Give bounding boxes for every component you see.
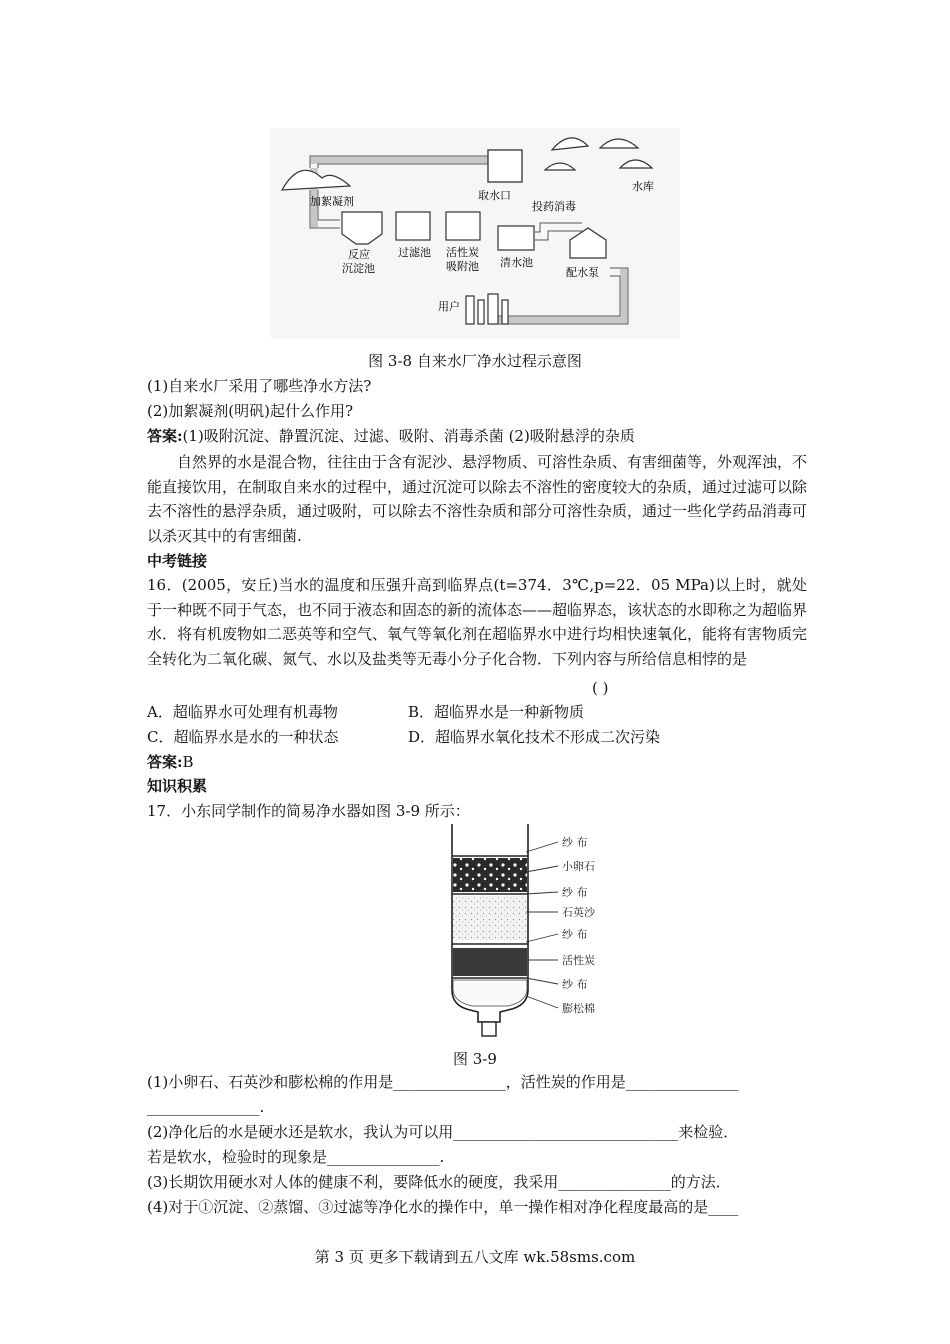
outlet-nozzle (482, 1022, 496, 1036)
cotton-layer (453, 980, 527, 1006)
page-footer: 第 3 页 更多下载请到五八文库 wk.58sms.com (314, 1248, 636, 1266)
answer-label: 答案: (147, 753, 183, 771)
user-building-1 (466, 296, 474, 324)
filter-label-7: 纱 布 (562, 978, 588, 991)
carbon-tank-label-2: 吸附池 (446, 260, 479, 273)
answer-text: (1)吸附沉淀、静置沉淀、过滤、吸附、消毒杀菌 (2)吸附悬浮的杂质 (182, 427, 635, 445)
section-heading-knowledge: 知识积累 (147, 777, 208, 795)
pebble-layer (453, 858, 527, 892)
figure-3-9-caption: 图 3-9 (453, 1050, 497, 1068)
q16-answer (147, 752, 194, 772)
filter-label-1: 纱 布 (562, 836, 588, 849)
q17-part2-line2: 若是软水，检验时的现象是_______________. (147, 1148, 445, 1166)
carbon-tank-label-1: 活性炭 (446, 246, 479, 259)
section-heading-exam: 中考链接 (147, 552, 208, 570)
filter-label-4: 石英沙 (562, 906, 595, 919)
q17-part1-line2: _______________. (147, 1098, 265, 1116)
coagulant-label: 加絮凝剂 (310, 195, 354, 208)
water-filter-diagram (440, 822, 620, 1044)
user-label: 用户 (438, 300, 460, 313)
filter-label-3: 纱 布 (562, 886, 588, 899)
q15-explanation: 自然界的水是混合物，往往由于含有泥沙、悬浮物质、可溶性杂质、有害细菌等，外观浑浊，不能直接饮用，在制取自来水的过程中，通过沉淀可以除去不溶性的密度较大的杂质，通过过滤可以除去不溶性的悬浮杂质，通过吸附，可以除去不溶性杂质和部分可溶性杂质，通过一些化学药品消毒可以杀灭其中的有害细菌. (147, 453, 808, 545)
user-building-2 (478, 300, 484, 324)
answer-text: B (182, 753, 194, 771)
q16-option-a: A．超临界水可处理有机毒物 (147, 703, 338, 721)
water-plant-diagram (270, 128, 680, 338)
carbon-layer (453, 948, 527, 976)
q16-stem: 16．(2005，安丘)当水的温度和压强升高到临界点(t=374．3℃,p=22．05 MPa)以上时，就处于一种既不同于气态，也不同于液态和固态的新的流体态——超临界态，该状态的水即称之为超临界水．将有机废物如二恶英等和空气、氧气等氧化剂在超临界水中进行均相快速氧化，能将有害物质完全转化为二氧化碳、氮气、水以及盐类等无毒小分子化合物．下列内容与所给信息相悖的是 (147, 576, 808, 668)
filter-tank-label: 过滤池 (398, 246, 431, 259)
q16-option-c: C．超临界水是水的一种状态 (147, 728, 339, 746)
carbon-tank (446, 212, 480, 240)
filter-label-2: 小卵石 (562, 860, 595, 873)
filter-label-8: 膨松棉 (562, 1002, 595, 1015)
q17-part4: (4)对于①沉淀、②蒸馏、③过滤等净化水的操作中，单一操作相对净化程度最高的是____ (147, 1198, 739, 1216)
q16-answer-bracket: ( ) (592, 679, 609, 697)
q17-part1-line1: (1)小卵石、石英沙和膨松棉的作用是_______________，活性炭的作用是_______________ (147, 1073, 739, 1091)
filter-label-5: 纱 布 (562, 928, 588, 941)
filter-label-6: 活性炭 (562, 954, 595, 967)
pump-label: 配水泵 (566, 266, 599, 279)
q15-part1: (1)自来水厂采用了哪些净水方法? (147, 377, 372, 395)
q17-part2-line1: (2)净化后的水是硬水还是软水，我认为可以用______________________________来检验． (147, 1123, 739, 1141)
q17-stem: 17．小东同学制作的简易净水器如图 3-9 所示： (147, 802, 470, 820)
q15-answer (147, 426, 635, 446)
q15-part2: (2)加絮凝剂(明矾)起什么作用? (147, 402, 353, 420)
clear-tank (498, 226, 534, 250)
reaction-tank-label-1: 反应 (348, 248, 370, 261)
clear-tank-label: 清水池 (500, 256, 533, 269)
answer-label: 答案: (147, 427, 183, 445)
sand-layer (453, 896, 527, 940)
q16-option-d: D．超临界水氧化技术不形成二次污染 (408, 728, 661, 746)
intake-label: 取水口 (478, 189, 511, 202)
intake-box (488, 150, 522, 182)
disinfect-label: 投药消毒 (532, 200, 576, 213)
q17-part3: (3)长期饮用硬水对人体的健康不利，要降低水的硬度，我采用_______________的方法． (147, 1173, 731, 1191)
reservoir-label: 水库 (632, 180, 654, 193)
q16-option-b: B．超临界水是一种新物质 (408, 703, 585, 721)
user-building-4 (502, 300, 508, 324)
figure-3-8-caption: 图 3-8 自来水厂净水过程示意图 (368, 352, 582, 370)
reaction-tank-label-2: 沉淀池 (342, 262, 375, 275)
user-building-3 (488, 294, 498, 324)
filter-tank (396, 212, 430, 240)
